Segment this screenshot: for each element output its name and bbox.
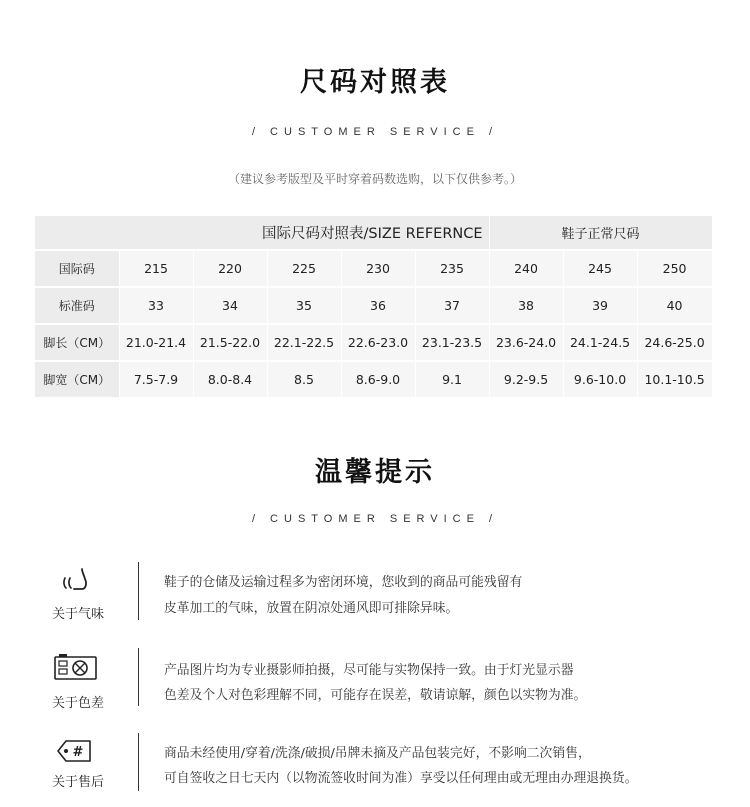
size-chart-title: 尺码对照表 bbox=[300, 67, 450, 98]
camera-icon bbox=[52, 652, 100, 682]
table-cell: 9.2-9.5 bbox=[489, 361, 563, 398]
table-header-side: 鞋子正常尺码 bbox=[489, 216, 712, 250]
table-cell: 38 bbox=[489, 287, 563, 324]
table-cell: 220 bbox=[193, 250, 267, 287]
table-cell: 21.0-21.4 bbox=[119, 324, 193, 361]
table-cell: 33 bbox=[119, 287, 193, 324]
size-chart-subtitle: / CUSTOMER SERVICE / bbox=[251, 126, 499, 138]
table-cell: 8.6-9.0 bbox=[341, 361, 415, 398]
table-cell: 24.6-25.0 bbox=[637, 324, 712, 361]
table-cell: 8.5 bbox=[267, 361, 341, 398]
tip-text-line: 色差及个人对色彩理解不同，可能存在误差，敬请谅解，颜色以实物为准。 bbox=[164, 688, 587, 703]
table-cell: 250 bbox=[637, 250, 712, 287]
table-cell: 24.1-24.5 bbox=[563, 324, 637, 361]
table-cell: 23.6-24.0 bbox=[489, 324, 563, 361]
tips-title: 温馨提示 bbox=[315, 457, 435, 488]
tag-icon bbox=[52, 737, 100, 767]
table-cell: 215 bbox=[119, 250, 193, 287]
tips-subtitle: / CUSTOMER SERVICE / bbox=[251, 513, 499, 525]
table-header-row bbox=[35, 216, 712, 250]
tag-icon-text: # bbox=[72, 745, 84, 760]
table-cell: 22.1-22.5 bbox=[267, 324, 341, 361]
table-cell: 21.5-22.0 bbox=[193, 324, 267, 361]
row-label: 国际码 bbox=[35, 250, 119, 287]
tip-text-line: 皮革加工的气味，放置在阴凉处通风即可排除异味。 bbox=[164, 601, 459, 616]
table-cell: 34 bbox=[193, 287, 267, 324]
table-cell: 245 bbox=[563, 250, 637, 287]
table-cell: 10.1-10.5 bbox=[637, 361, 712, 398]
table-cell: 225 bbox=[267, 250, 341, 287]
row-label: 脚长（CM） bbox=[35, 324, 119, 361]
table-cell: 7.5-7.9 bbox=[119, 361, 193, 398]
divider bbox=[138, 562, 139, 620]
table-cell: 40 bbox=[637, 287, 712, 324]
table-cell: 235 bbox=[415, 250, 489, 287]
table-cell: 39 bbox=[563, 287, 637, 324]
size-table bbox=[35, 216, 713, 399]
size-chart-note: （建议参考版型及平时穿着码数选购，以下仅供参考。） bbox=[227, 172, 522, 186]
table-cell: 23.1-23.5 bbox=[415, 324, 489, 361]
tip-text-line: 可自签收之日七天内（以物流签收时间为准）享受以任何理由或无理由办理退换货。 bbox=[164, 771, 638, 786]
table-row bbox=[35, 324, 712, 361]
table-cell: 35 bbox=[267, 287, 341, 324]
tip-text-line: 鞋子的仓储及运输过程多为密闭环境，您收到的商品可能残留有 bbox=[164, 575, 523, 590]
table-cell: 36 bbox=[341, 287, 415, 324]
smell-icon bbox=[52, 566, 100, 596]
table-cell: 230 bbox=[341, 250, 415, 287]
table-cell: 22.6-23.0 bbox=[341, 324, 415, 361]
row-label: 脚宽（CM） bbox=[35, 361, 119, 398]
table-cell: 8.0-8.4 bbox=[193, 361, 267, 398]
tip-after-sales bbox=[0, 737, 750, 807]
tip-text-line: 商品未经使用/穿着/洗涤/破损/吊牌未摘及产品包装完好，不影响二次销售， bbox=[164, 746, 591, 761]
table-row bbox=[35, 250, 712, 287]
tip-label: 关于色差 bbox=[51, 696, 104, 711]
tip-label: 关于售后 bbox=[51, 775, 104, 790]
tip-color bbox=[0, 652, 750, 722]
tip-text-line: 产品图片均为专业摄影师拍摄，尽可能与实物保持一致。由于灯光显示器 bbox=[164, 663, 574, 678]
table-cell: 9.6-10.0 bbox=[563, 361, 637, 398]
tip-smell bbox=[0, 566, 750, 636]
table-cell: 9.1 bbox=[415, 361, 489, 398]
divider bbox=[138, 733, 139, 791]
table-row bbox=[35, 287, 712, 324]
divider bbox=[138, 648, 139, 706]
table-cell: 37 bbox=[415, 287, 489, 324]
table-cell: 240 bbox=[489, 250, 563, 287]
table-header-main: 国际尺码对照表/SIZE REFERNCE bbox=[35, 216, 489, 250]
table-row bbox=[35, 361, 712, 398]
row-label: 标准码 bbox=[35, 287, 119, 324]
tip-label: 关于气味 bbox=[51, 607, 104, 622]
